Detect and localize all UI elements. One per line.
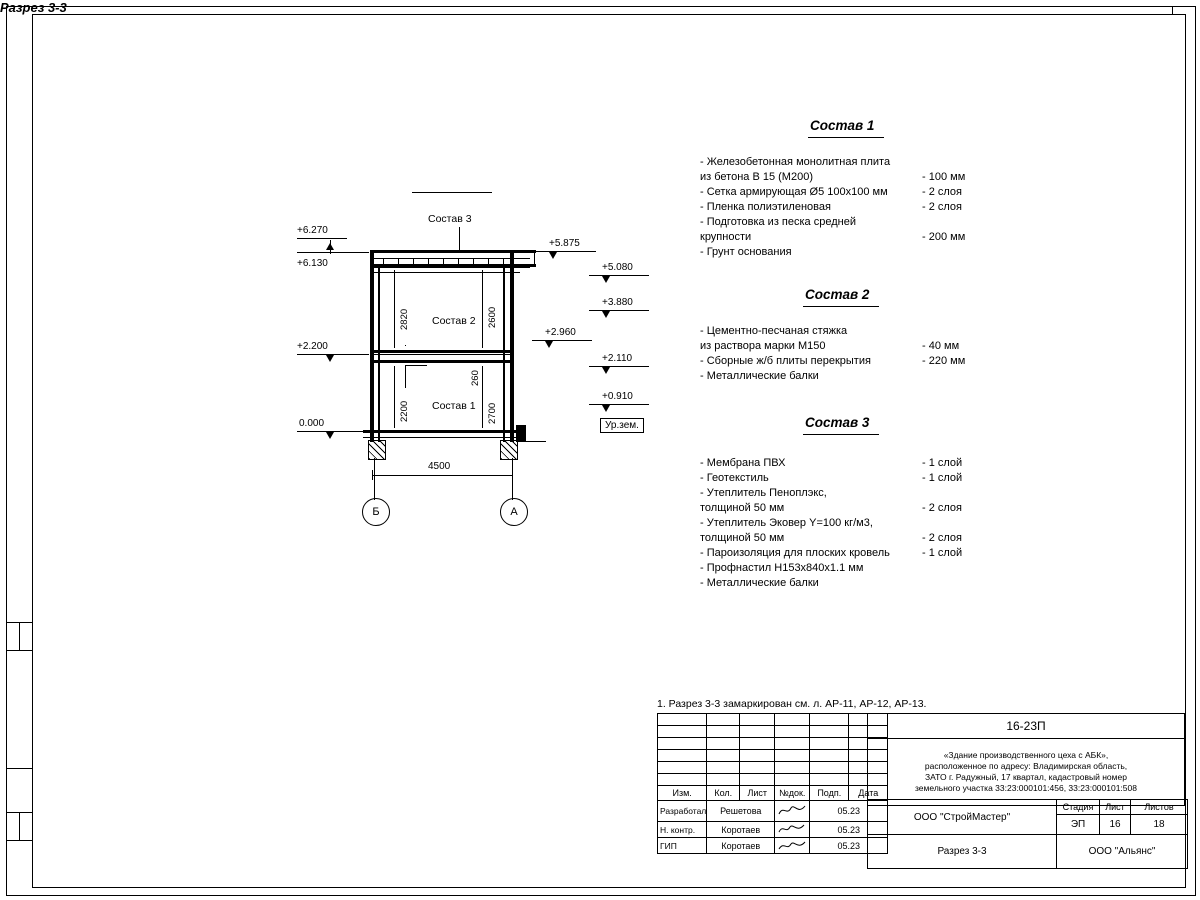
section-title-underline [412, 192, 492, 193]
axis-line-right [512, 458, 513, 500]
wall-left-inner [378, 268, 380, 442]
comp3-row4-value [922, 516, 1012, 531]
rev-cell [810, 762, 849, 774]
comp1-row3-text: - Пленка полиэтиленовая [700, 201, 831, 213]
elev-arrow-down [326, 355, 334, 362]
roof-tick [488, 259, 489, 264]
comp1-row5-text: крупности [700, 231, 752, 243]
rev-cell [775, 762, 810, 774]
signature-icon [777, 803, 807, 817]
object-line-1: расположенное по адресу: Владимирская область, [924, 761, 1128, 771]
comp1-row1-text: из бетона В 15 (М200) [700, 171, 813, 183]
section-title: Разрез 3-3 [0, 0, 67, 15]
h-dim-line [372, 475, 512, 476]
comp2-row1-text: из раствора марки М150 [700, 340, 826, 352]
row-role-0: Разработал [658, 801, 707, 822]
rev-cell [707, 738, 740, 750]
rev-cell [810, 750, 849, 762]
composition-2-list [700, 324, 1012, 384]
elev-line [589, 404, 649, 405]
object-line-3: земельного участка 33:23:000101:456, 33:23:000101:508 [915, 783, 1137, 793]
wall-left [370, 250, 374, 442]
elev-right-ground: Ур.зем. [600, 418, 644, 433]
rev-cell [740, 738, 775, 750]
dim-2200: 2200 [399, 400, 410, 422]
composition-1-underline [808, 137, 884, 138]
margin-divider [6, 768, 32, 769]
stage-value: ЭП [1057, 815, 1100, 835]
dim-4500: 4500 [428, 461, 451, 472]
sheet-name: Разрез 3-3 [868, 835, 1057, 869]
rev-cell [775, 750, 810, 762]
floor-slab-top [370, 350, 514, 353]
comp2-row1-value: - 40 мм [922, 340, 960, 352]
elev-arrow-down [602, 276, 610, 283]
elev-line [297, 238, 347, 239]
callout-leader [405, 366, 406, 388]
title-block-org-stage [867, 799, 1188, 869]
elev-left-1: +6.270 [297, 225, 328, 236]
wall-right [510, 250, 514, 442]
composition-3-title: Состав 3 [805, 415, 870, 430]
callout-sostav-2: Состав 2 [432, 315, 476, 327]
elev-line [532, 340, 592, 341]
comp3-row2-value [922, 486, 1012, 501]
row-date-2: 05.23 [810, 838, 888, 854]
project-object [868, 739, 1185, 806]
elev-arrow-down [602, 405, 610, 412]
rev-cell [740, 726, 775, 738]
comp2-row0-text: - Цементно-песчаная стяжка [700, 325, 848, 337]
callout-leader [405, 365, 427, 366]
dim-2700: 2700 [487, 402, 498, 424]
elev-arrow-down [326, 432, 334, 439]
elev-arrow-down [602, 311, 610, 318]
dim-line [482, 270, 483, 348]
margin-divider [6, 650, 32, 651]
header-izm: Изм. [658, 786, 707, 801]
elev-right-5: +2.110 [602, 353, 633, 364]
rev-cell [775, 714, 810, 726]
floor-slab-bottom [370, 360, 514, 363]
header-kol: Кол. [707, 786, 740, 801]
title-block-main [867, 713, 1185, 806]
rev-cell [775, 738, 810, 750]
company-top: ООО "СтройМастер" [868, 800, 1057, 835]
dim-line [394, 270, 395, 348]
callout-sostav-3: Состав 3 [428, 213, 472, 225]
comp2-row0-value [922, 324, 1012, 339]
comp1-row4-text: - Подготовка из песка средней [700, 216, 856, 228]
elev-arrow-down [549, 252, 557, 259]
dim-2820: 2820 [399, 308, 410, 330]
composition-2-underline [803, 306, 879, 307]
company-bottom: ООО "Альянс" [1057, 835, 1188, 869]
row-name-0: Решетова [707, 801, 775, 822]
comp3-row4-text: - Утеплитель Эковер Y=100 кг/м3, [700, 517, 873, 529]
comp1-row0-value [922, 155, 1012, 170]
elev-left-2: +6.130 [297, 258, 328, 269]
row-role-2: ГИП [658, 838, 707, 854]
rev-cell [707, 774, 740, 786]
composition-2-title: Состав 2 [805, 287, 870, 302]
signature-icon [777, 823, 807, 835]
roof-tick [458, 259, 459, 264]
elev-line [297, 252, 369, 253]
rev-cell [707, 714, 740, 726]
rev-cell [658, 738, 707, 750]
dim-line [394, 366, 395, 428]
row-date-1: 05.23 [810, 822, 888, 838]
roof-line [370, 272, 520, 273]
corner-tick [1172, 6, 1173, 14]
rev-cell [810, 714, 849, 726]
rev-cell [707, 726, 740, 738]
wall-right-inner [503, 268, 505, 442]
signature-icon [777, 839, 807, 851]
comp2-row2-text: - Сборные ж/б плиты перекрытия [700, 355, 871, 367]
rev-cell [658, 762, 707, 774]
rev-cell [775, 774, 810, 786]
composition-3-underline [803, 434, 879, 435]
roof-line [370, 258, 530, 259]
row-sign-2 [775, 838, 810, 854]
roof-tick [443, 259, 444, 264]
elev-line [589, 366, 649, 367]
list-header: Лист [1100, 800, 1131, 815]
elev-arrow-up [326, 243, 334, 250]
comp3-row8-text: - Металлические балки [700, 577, 819, 589]
elev-line [536, 251, 596, 252]
comp3-row7-value [922, 561, 1012, 576]
object-line-2: ЗАТО г. Радужный, 17 квартал, кадастровый номер [925, 772, 1127, 782]
callout-leader [459, 227, 460, 251]
dim-line [482, 366, 483, 428]
list-value: 16 [1100, 815, 1131, 835]
elev-left-3: +2.200 [297, 341, 328, 352]
comp1-row3-value: - 2 слоя [922, 201, 963, 213]
floor-slab-mid [370, 354, 514, 355]
header-list: Лист [740, 786, 775, 801]
elev-line [589, 275, 649, 276]
comp2-row2-value: - 220 мм [922, 355, 966, 367]
row-date-0: 05.23 [810, 801, 888, 822]
comp1-row1-value: - 100 мм [922, 171, 966, 183]
comp3-row5-text: толщиной 50 мм [700, 532, 785, 544]
axis-line-left [374, 458, 375, 500]
header-ndok: №док. [775, 786, 810, 801]
rev-cell [740, 750, 775, 762]
callout-leader [405, 345, 406, 346]
margin-divider [19, 622, 20, 650]
comp1-row5-value: - 200 мм [922, 231, 966, 243]
comp3-row3-text: толщиной 50 мм [700, 502, 785, 514]
rev-cell [810, 774, 849, 786]
curb [516, 425, 526, 441]
elev-arrow-down [602, 367, 610, 374]
roof-tick [383, 259, 384, 264]
comp2-row3-text: - Металлические балки [700, 370, 819, 382]
roof-tick [473, 259, 474, 264]
rev-cell [740, 714, 775, 726]
comp1-row6-value [922, 245, 1012, 260]
rev-cell [658, 774, 707, 786]
elev-left-4: 0.000 [299, 418, 325, 429]
row-name-2: Коротаев [707, 838, 775, 854]
row-role-1: Н. контр. [658, 822, 707, 838]
composition-3-list [700, 456, 1012, 591]
listov-value: 18 [1131, 815, 1188, 835]
foundation-left [368, 440, 386, 460]
project-code: 16-23П [868, 714, 1185, 739]
composition-1-list [700, 155, 1012, 260]
row-sign-0 [775, 801, 810, 822]
row-sign-1 [775, 822, 810, 838]
rev-cell [658, 714, 707, 726]
row-name-1: Коротаев [707, 822, 775, 838]
dim-260: 260 [470, 370, 481, 386]
comp3-row1-text: - Геотекстиль [700, 472, 769, 484]
rev-cell [810, 726, 849, 738]
comp3-row8-value [922, 576, 1012, 591]
h-dim-tick [372, 470, 373, 480]
header-data: Дата [849, 786, 888, 801]
roof-edge [534, 250, 535, 267]
ground-level-line [516, 441, 546, 442]
rev-cell [707, 750, 740, 762]
elev-right-4: +2.960 [545, 327, 576, 338]
comp2-row3-value [922, 369, 1012, 384]
comp1-row2-value: - 2 слоя [922, 186, 963, 198]
elev-right-1: +5.875 [549, 238, 580, 249]
comp3-row5-value: - 2 слоя [922, 532, 963, 544]
sheet-note: 1. Разрез 3-3 замаркирован см. л. АР-11, АР-12, АР-13. [657, 698, 927, 710]
comp3-row0-value: - 1 слой [922, 457, 963, 469]
comp3-row6-value: - 1 слой [922, 547, 963, 559]
elev-line [589, 310, 649, 311]
elev-right-2: +5.080 [602, 262, 633, 273]
margin-divider [19, 812, 20, 840]
elev-right-3: +3.880 [602, 297, 633, 308]
rev-cell [810, 738, 849, 750]
comp3-row1-value: - 1 слой [922, 472, 963, 484]
rev-cell [658, 726, 707, 738]
title-block-revision-grid [657, 713, 888, 854]
rev-cell [775, 726, 810, 738]
ground-line [363, 437, 523, 438]
roof-tick [413, 259, 414, 264]
foundation-right [500, 440, 518, 460]
axis-mark-b: Б [362, 498, 390, 526]
comp1-row4-value [922, 215, 1012, 230]
roof-tick [503, 259, 504, 264]
rev-cell [740, 774, 775, 786]
elev-right-6: +0.910 [602, 391, 633, 402]
header-podp: Подп. [810, 786, 849, 801]
roof-tick [428, 259, 429, 264]
comp1-row2-text: - Сетка армирующая Ø5 100х100 мм [700, 186, 888, 198]
comp3-row7-text: - Профнастил Н153х840х1.1 мм [700, 562, 864, 574]
comp3-row0-text: - Мембрана ПВХ [700, 457, 786, 469]
margin-divider [6, 840, 32, 841]
object-line-0: «Здание производственного цеха с АБК», [943, 750, 1109, 760]
comp1-row0-text: - Железобетонная монолитная плита [700, 156, 891, 168]
rev-cell [740, 762, 775, 774]
comp3-row2-text: - Утеплитель Пеноплэкс, [700, 487, 827, 499]
elev-arrow-down [545, 341, 553, 348]
comp3-row3-value: - 2 слоя [922, 502, 963, 514]
rev-cell [707, 762, 740, 774]
axis-mark-a: А [500, 498, 528, 526]
comp1-row6-text: - Грунт основания [700, 246, 792, 258]
dim-2600: 2600 [487, 306, 498, 328]
callout-sostav-1: Состав 1 [432, 400, 476, 412]
composition-1-title: Состав 1 [810, 118, 875, 133]
ground-slab [363, 430, 523, 433]
stage-header: Стадия [1057, 800, 1100, 815]
rev-cell [658, 750, 707, 762]
comp3-row6-text: - Пароизоляция для плоских кровель [700, 547, 890, 559]
listov-header: Листов [1131, 800, 1188, 815]
roof-tick [398, 259, 399, 264]
